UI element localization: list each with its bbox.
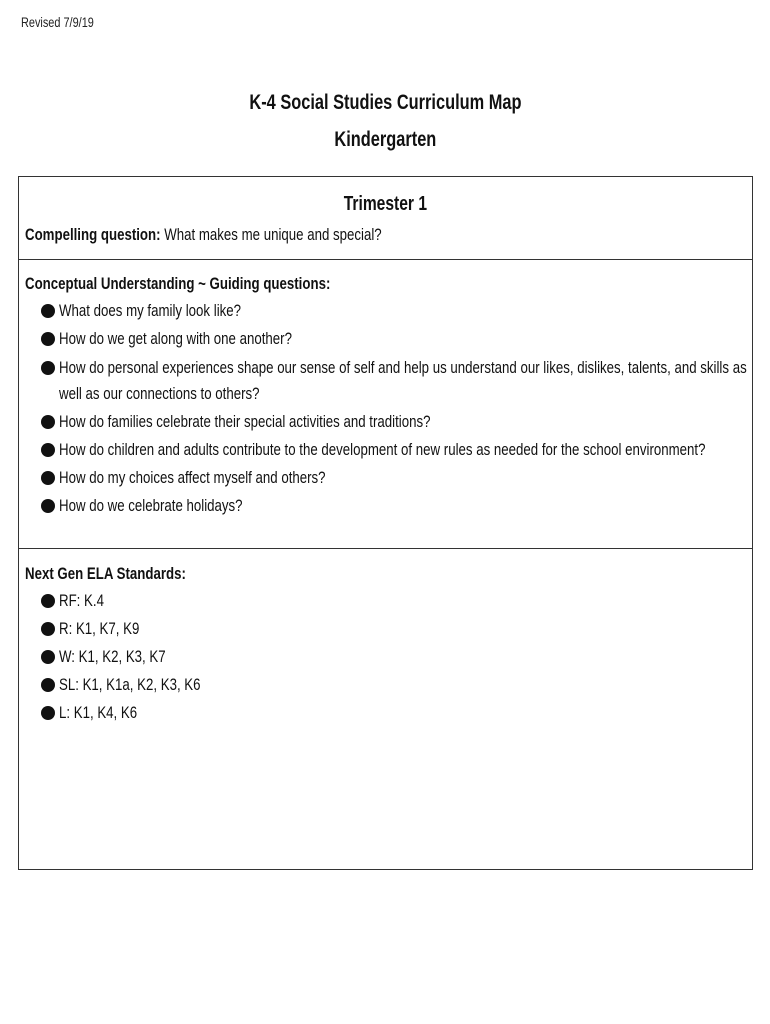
bullet-icon <box>41 678 55 692</box>
bullet-icon <box>41 443 55 457</box>
curriculum-table <box>18 176 753 870</box>
revised-date-text: Revised 7/9/19 <box>21 14 94 30</box>
bullet-icon <box>41 332 55 346</box>
guiding-questions-heading-text: Conceptual Understanding ~ Guiding questions: <box>25 274 331 293</box>
bullet-icon <box>41 361 55 375</box>
compelling-question <box>25 224 482 246</box>
bullet-icon <box>41 471 55 485</box>
trimester-heading-text: Trimester 1 <box>343 193 428 215</box>
trimester-heading <box>19 191 752 217</box>
bullet-icon <box>41 594 55 608</box>
bullet-icon <box>41 622 55 636</box>
grade-title <box>0 121 770 158</box>
revised-date <box>21 14 114 30</box>
ela-standards-heading-text: Next Gen ELA Standards: <box>25 564 186 583</box>
compelling-question-text: What makes me unique and special? <box>164 225 382 244</box>
document-header <box>0 84 770 158</box>
document-title-text: K-4 Social Studies Curriculum Map <box>248 91 522 114</box>
compelling-question-label: Compelling question: <box>25 225 161 244</box>
trimester-section <box>19 177 752 260</box>
bullet-icon <box>41 706 55 720</box>
bullet-icon <box>41 415 55 429</box>
ela-standards-heading <box>25 563 231 585</box>
document-title <box>0 84 770 121</box>
guiding-questions-heading <box>25 273 416 295</box>
ela-standards-section: Next Gen ELA Standards: RF: K.4 R: K1, K7, K9 W: K1, K2, K3, K7 SL: K1, K1a, K2, K3, K6 L: K1, K4, K6 <box>19 549 752 869</box>
bullet-icon <box>41 304 55 318</box>
guiding-questions-section: Conceptual Understanding ~ Guiding questions: What does my family look like? How do we get along with one another? How do personal experiences shape our sense of self and help us understand our likes, dislikes, talents, and skills as well as our connections to others? How do families celebrate their special activities and traditions? How do children and adults contribute to the development of new rules as needed for the school environment? How do my choices affect myself and others? How do we celebrate holidays? <box>19 260 752 549</box>
grade-title-text: Kindergarten <box>334 128 436 151</box>
bullet-icon <box>41 650 55 664</box>
bullet-icon <box>41 499 55 513</box>
